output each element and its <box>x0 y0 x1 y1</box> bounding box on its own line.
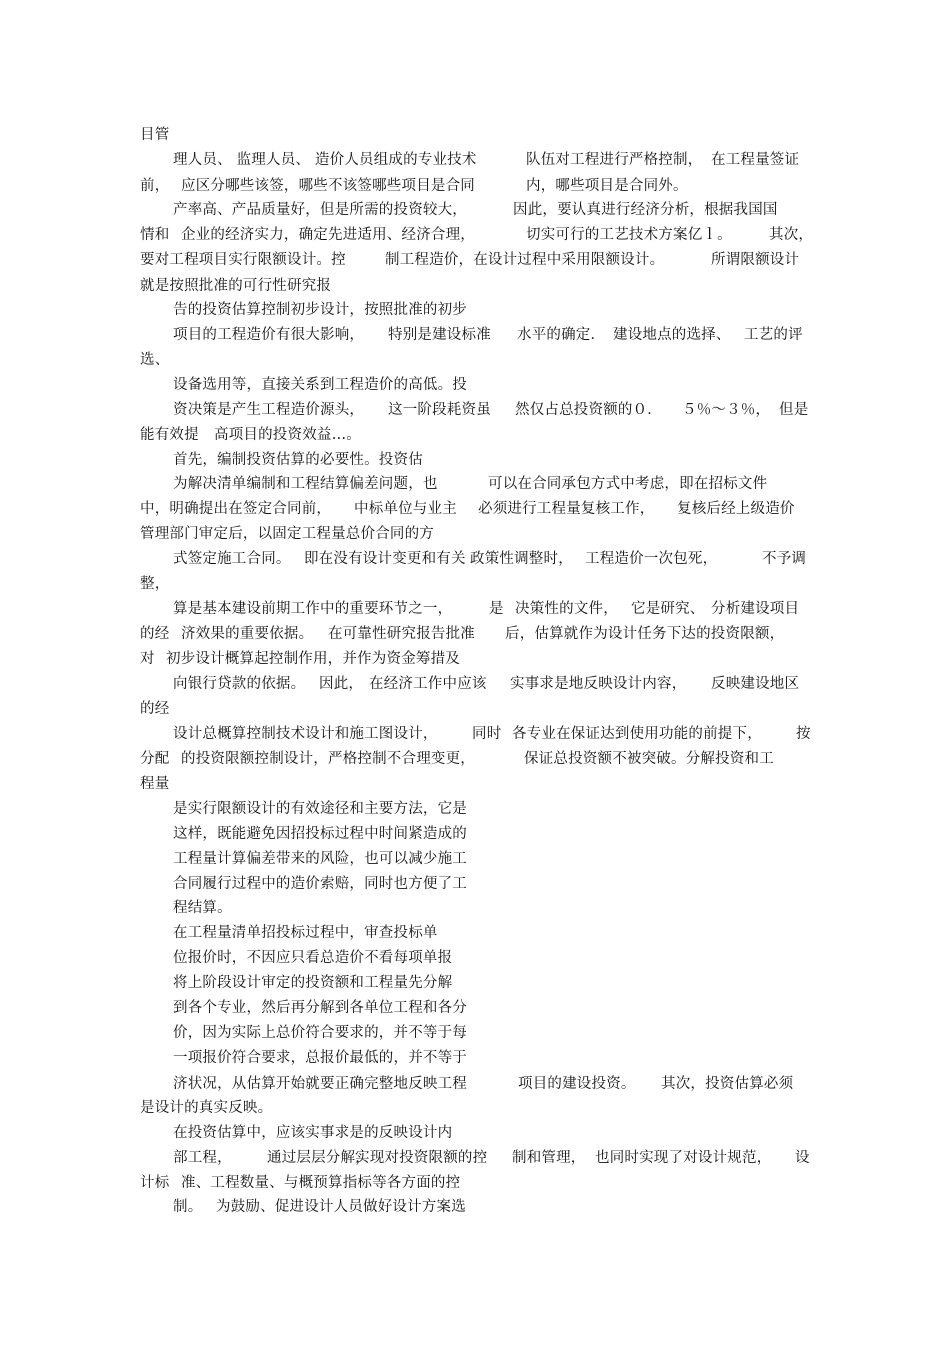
text-line <box>0 153 950 171</box>
text-line <box>0 901 950 919</box>
text-segment: 资决策是产生工程造价源头， <box>173 402 365 418</box>
text-segment: 在经济工作中应该 <box>369 676 487 692</box>
text-segment: 应区分哪些该签，哪些不该签哪些项目是合同 <box>181 178 475 194</box>
text-line <box>0 203 950 221</box>
text-segment: 因此， <box>319 676 364 692</box>
text-segment: 中，明确提出在签定合同前， <box>140 501 332 517</box>
text-segment: 同时 <box>472 726 502 742</box>
text-segment: 不予调 <box>762 551 807 567</box>
text-segment: 的经 <box>140 701 170 717</box>
text-segment: 合同履行过程中的造价索赔，同时也方便了工 <box>173 876 467 892</box>
text-segment: 前， <box>140 178 170 194</box>
text-line <box>0 1101 950 1119</box>
text-segment: 管理部门审定后，以固定工程量总价合同的方 <box>140 526 434 542</box>
text-segment: 的投资限额控制设计，严格控制不合理变更， <box>181 751 475 767</box>
text-line <box>0 976 950 994</box>
text-segment: 对 <box>140 651 155 667</box>
text-line <box>0 353 950 371</box>
text-segment: 工艺的评 <box>744 327 803 343</box>
text-segment: 情和 <box>140 227 170 243</box>
text-segment: 即在没有设计变更和有关 <box>304 551 466 567</box>
text-segment: 就是按照批准的可行性研究报 <box>140 278 332 294</box>
text-segment: 这一阶段耗资虽 <box>388 402 491 418</box>
text-segment: 告的投资估算控制初步设计，按照批准的初步 <box>173 302 467 318</box>
text-segment: 是设计的真实反映。 <box>140 1100 273 1116</box>
text-segment: 在投资估算中，应该实事求是的反映设计内 <box>173 1125 453 1141</box>
text-line <box>0 802 950 820</box>
text-line <box>0 852 950 870</box>
text-segment: 济状况，从估算开始就要正确完整地反映工程 <box>173 1076 467 1092</box>
text-segment: 程结算。 <box>173 900 232 916</box>
text-line <box>0 228 950 246</box>
text-line <box>0 727 950 745</box>
text-segment: 其次， <box>769 227 814 243</box>
text-segment: 其次，投资估算必须 <box>661 1076 794 1092</box>
text-line <box>0 477 950 495</box>
text-segment: 反映建设地区 <box>711 676 800 692</box>
text-line <box>0 1126 950 1144</box>
text-segment: 这样，既能避免因招投标过程中时间紧造成的 <box>173 826 467 842</box>
text-segment: 通过层层分解， <box>267 1150 370 1166</box>
text-segment: 队伍对工程进行严格控制， <box>526 152 703 168</box>
text-segment: 政策性调整时， <box>470 551 573 567</box>
text-segment: 因此，要认真进行经济分析，根据我国国 <box>513 202 778 218</box>
text-segment: 初步设计概算起控制作用，并作为资金筹措及 <box>166 651 460 667</box>
text-segment: 理人员、 监理人员、 造价人员组成的专业技术 <box>173 152 477 168</box>
text-segment: 准、工程数量、与概预算指标等各方面的控 <box>181 1175 461 1191</box>
text-line <box>0 827 950 845</box>
text-segment: 实事求是地反映设计内容， <box>510 676 687 692</box>
text-segment: 内，哪些项目是合同外。 <box>526 178 688 194</box>
text-line <box>0 527 950 545</box>
text-segment: 将上阶段设计审定的投资额和工程量先分解 <box>173 975 453 991</box>
text-segment: 在工程量清单招投标过程中，审查投标单 <box>173 925 438 941</box>
text-segment: 建设地点的选择、 <box>613 327 731 343</box>
text-line <box>0 253 950 271</box>
text-segment: 复核后经上级造价 <box>677 501 795 517</box>
text-line <box>0 577 950 595</box>
text-segment: 能有效提 <box>140 427 199 443</box>
text-segment: 向银行贷款的依据。 <box>173 676 306 692</box>
text-segment: 首先，编制投资估算的必要性。投资估 <box>173 452 423 468</box>
text-segment: 项目的建设投资。 <box>518 1076 636 1092</box>
text-segment: 为鼓励、促进设计人员做好设计方案选 <box>216 1199 466 1215</box>
text-segment: 算是基本建设前期工作中的重要环节之一， <box>173 601 453 617</box>
text-segment: 设 <box>795 1150 810 1166</box>
text-segment: 是 <box>489 601 504 617</box>
text-segment: 选、 <box>140 352 170 368</box>
text-segment: 制和管理， <box>512 1150 586 1166</box>
text-segment: 要对工程项目实行限额设计。控 <box>140 252 346 268</box>
text-line <box>0 1001 950 1019</box>
text-segment: 也同时实现了对设计规范， <box>595 1150 772 1166</box>
text-segment: 保证总投资额不被突破。分解投资和工 <box>524 751 774 767</box>
text-segment: 切实可行的工艺技术方案亿ｌ。 <box>526 227 732 243</box>
text-segment: 一项报价符合要求，总报价最低的，并不等于 <box>173 1050 467 1066</box>
text-segment: 是实行限额设计的有效途径和主要方法，它是 <box>173 801 467 817</box>
text-segment: 它是研究、 <box>631 601 705 617</box>
text-line <box>0 502 950 520</box>
text-line <box>0 552 950 570</box>
text-line <box>0 1026 950 1044</box>
text-line <box>0 627 950 645</box>
text-segment: 项目的工程造价有很大影响， <box>173 327 365 343</box>
text-line <box>0 1151 950 1169</box>
text-segment: 目管 <box>140 127 170 143</box>
text-line <box>0 1051 950 1069</box>
text-line <box>0 403 950 421</box>
text-segment: 各专业在保证达到使用功能的前提下， <box>512 726 762 742</box>
text-segment: 到各个专业，然后再分解到各单位工程和各分 <box>173 1000 467 1016</box>
text-segment: 整， <box>140 576 170 592</box>
text-segment: 实现对投资限额的控 <box>355 1150 488 1166</box>
text-line <box>0 926 950 944</box>
text-segment: 工程造价一次包死， <box>585 551 718 567</box>
text-line <box>0 752 950 770</box>
text-segment: 设备选用等，直接关系到工程造价的高低。投 <box>173 377 467 393</box>
text-segment: 按 <box>796 726 811 742</box>
text-segment: 必须进行工程量复核工作， <box>478 501 655 517</box>
text-segment: 制工程造价，在设计过程中采用限额设计。 <box>385 252 665 268</box>
text-line <box>0 303 950 321</box>
text-segment: 然仅占总投资额的０． <box>515 402 662 418</box>
text-segment: 所谓限额设计 <box>711 252 800 268</box>
text-segment: 为解决清单编制和工程结算偏差问题，也 <box>173 476 438 492</box>
text-line <box>0 378 950 396</box>
text-line <box>0 702 950 720</box>
text-line <box>0 1176 950 1194</box>
text-segment: 但是 <box>779 402 809 418</box>
text-line <box>0 279 950 297</box>
text-line <box>0 951 950 969</box>
text-segment: 决策性的文件， <box>515 601 618 617</box>
text-segment: 水平的确定． <box>517 327 606 343</box>
text-segment: 式签定施工合同。 <box>173 551 291 567</box>
text-segment: ５％～３％， <box>682 402 771 418</box>
text-segment: 产率高、产品质量好，但是所需的投资较大， <box>173 202 467 218</box>
text-segment: 企业的经济实力，确定先进适用、经济合理， <box>181 227 475 243</box>
text-line <box>0 877 950 895</box>
text-segment: 设计总概算控制技术设计和施工图设计， <box>173 726 438 742</box>
text-segment: 制。 <box>173 1199 203 1215</box>
text-segment: 的经 <box>140 626 170 642</box>
text-segment: 济效果的重要依据。 <box>181 626 314 642</box>
text-line <box>0 328 950 346</box>
text-segment: 在工程量签证 <box>711 152 800 168</box>
text-segment: 价，因为实际上总价符合要求的，并不等于每 <box>173 1025 467 1041</box>
text-segment: 中标单位与业主 <box>354 501 457 517</box>
text-segment: 计标 <box>140 1175 170 1191</box>
text-segment: 特别是建设标准 <box>388 327 491 343</box>
text-segment: 位报价时，不因应只看总造价不看每项单报 <box>173 950 453 966</box>
text-line <box>0 1200 950 1218</box>
text-segment: 分配 <box>140 751 170 767</box>
text-segment: 后，估算就作为设计任务下达的投资限额， <box>505 626 785 642</box>
text-segment: 高项目的投资效益…。 <box>214 427 361 443</box>
text-segment: 在可靠性研究报告批准 <box>328 626 475 642</box>
text-line <box>0 777 950 795</box>
text-line <box>0 677 950 695</box>
text-segment: 可以在合同承包方式中考虑，即在招标文件 <box>488 476 768 492</box>
text-line <box>0 652 950 670</box>
text-line <box>0 453 950 471</box>
text-segment: 部工程， <box>173 1150 232 1166</box>
text-segment: 分析建设项目 <box>711 601 800 617</box>
text-line <box>0 128 950 146</box>
text-line <box>0 602 950 620</box>
text-line <box>0 1077 950 1095</box>
text-line <box>0 179 950 197</box>
text-segment: 程量 <box>140 776 170 792</box>
text-segment: 工程量计算偏差带来的风险，也可以减少施工 <box>173 851 467 867</box>
text-line <box>0 428 950 446</box>
